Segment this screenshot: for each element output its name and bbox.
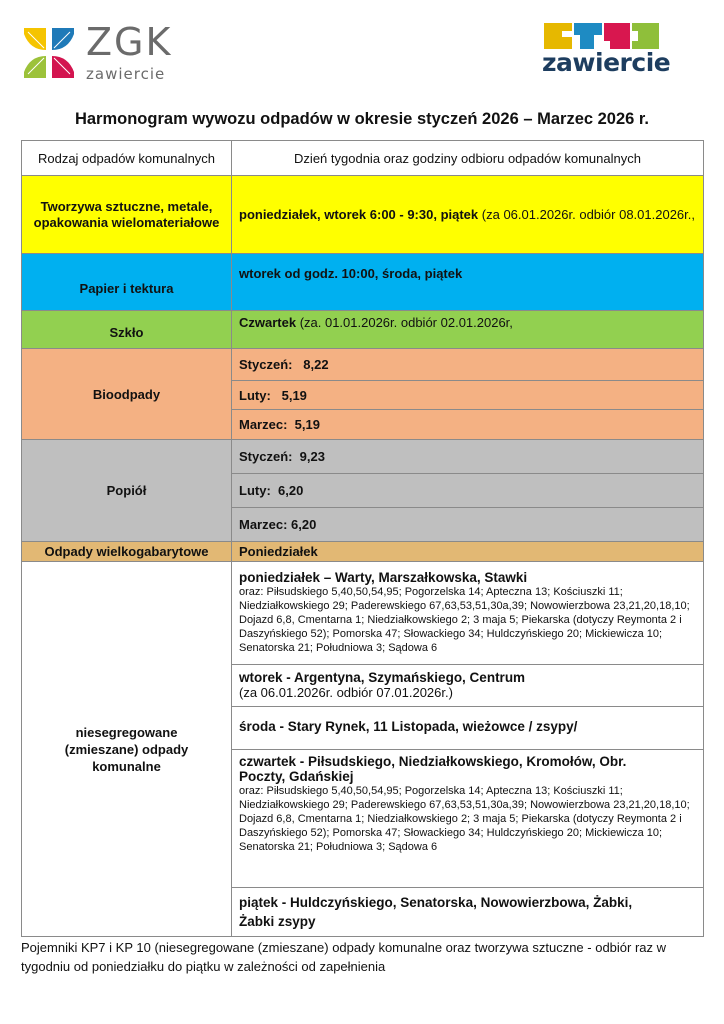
label-ash: Popiół: [22, 440, 232, 542]
label-bio: Bioodpady: [22, 349, 232, 440]
mixed-tuesday-head: wtorek - Argentyna, Szymańskiego, Centrum: [239, 670, 526, 685]
page-title: Harmonogram wywozu odpadów w okresie styczeń 2026 – Marzec 2026 r.: [74, 110, 650, 128]
bio-month-feb: Luty: 5,19: [232, 381, 704, 410]
mixed-tuesday: [232, 665, 704, 707]
bio-month-mar: Marzec: 5,19: [232, 410, 704, 440]
mixed-wednesday: [232, 707, 704, 750]
schedule-paper-days: wtorek od godz. 10:00, środa, piątek: [239, 266, 463, 281]
mixed-thursday: [232, 750, 704, 888]
schedule-table: [21, 140, 704, 937]
mixed-monday-detail: oraz: Piłsudskiego 5,40,50,54,95; Pogorzelska 14; Apteczna 13; Kościuszki 11; Niedziałkowskiego 29; Paderewskiego 67,63,53,51,30a,39; Nowowierzbowa 23,21,20,18,10; Dojazd 6,8, Cmentarna 1; Niedziałkowskiego 2; 3 maja 5; Piekarska (dotyczy Reymonta 2 i Daszyńskiego 52); Pomorska 47; Słowackiego 34; Huldczyńskiego 20; Mickiewicza 10; Senatorska 21; Południowa 3; Sądowa 6: [239, 586, 690, 654]
schedule-glass-note: (za. 01.01.2026r. odbiór 02.01.2026r,: [296, 315, 513, 330]
zawiercie-logo-text: zawiercie: [542, 48, 671, 77]
schedule-paper: [232, 254, 704, 311]
label-glass: Szkło: [22, 311, 232, 349]
schedule-plastics: [232, 176, 704, 254]
zawiercie-blocks-icon: [544, 23, 659, 49]
schedule-bulky: Poniedziałek: [232, 542, 704, 562]
label-bulky: Odpady wielkogabarytowe: [22, 542, 232, 562]
zgk-logo-subtitle: zawiercie: [86, 65, 166, 83]
mixed-tuesday-detail: (za 06.01.2026r. odbiór 07.01.2026r.): [239, 685, 453, 700]
zgk-logo-text: ZGK: [86, 20, 173, 64]
schedule-glass: [232, 311, 704, 349]
row-glass: [22, 311, 704, 349]
row-mixed-mon: [22, 562, 704, 665]
mixed-friday-head: piątek - Huldczyńskiego, Senatorska, Nowowierzbowa, Żabki, Żabki zsypy: [239, 895, 633, 929]
table-header-row: [22, 141, 704, 176]
label-paper: Papier i tektura: [22, 254, 232, 311]
bio-month-jan: Styczeń: 8,22: [232, 349, 704, 381]
mixed-friday: [232, 888, 704, 937]
footer-note: Pojemniki KP7 i KP 10 (niesegregowane (zmieszane) odpady komunalne oraz tworzywa sztuczne - odbiór raz w tygodniu od poniedziałku do piątku w zależności od zapełnienia: [21, 940, 667, 974]
zgk-logo: [22, 20, 173, 83]
mixed-monday-head: poniedziałek – Warty, Marszałkowska, Stawki: [239, 570, 528, 585]
schedule-plastics-note: (za 06.01.2026r. odbiór 08.01.2026r.,: [478, 207, 695, 222]
ash-month-feb: Luty: 6,20: [232, 474, 704, 508]
ash-month-mar: Marzec: 6,20: [232, 508, 704, 542]
header-waste-type: Rodzaj odpadów komunalnych: [22, 141, 232, 176]
label-plastics: Tworzywa sztuczne, metale, opakowania wielomateriałowe: [22, 176, 232, 254]
header-schedule: Dzień tygodnia oraz godziny odbioru odpadów komunalnych: [232, 141, 704, 176]
mixed-thursday-head: czwartek - Piłsudskiego, Niedziałkowskiego, Kromołów, Obr. Poczty, Gdańskiej: [239, 754, 627, 784]
leaf-logo-icon: [22, 26, 76, 80]
schedule-plastics-days: poniedziałek, wtorek 6:00 - 9:30, piątek: [239, 207, 479, 222]
zawiercie-logo: [542, 20, 671, 80]
mixed-wednesday-head: środa - Stary Rynek, 11 Listopada, wieżowce / zsypy/: [239, 719, 578, 734]
ash-month-jan: Styczeń: 9,23: [232, 440, 704, 474]
mixed-thursday-detail: oraz: Piłsudskiego 5,40,50,54,95; Pogorzelska 14; Apteczna 13; Kościuszki 11; Niedziałkowskiego 29; Paderewskiego 67,63,53,51,30a,39; Nowowierzbowa 23,21,20,18,10; Dojazd 6,8, Cmentarna 1; Niedziałkowskiego 2; 3 maja 5; Piekarska (dotyczy Reymonta 2 i Daszyńskiego 52); Pomorska 47; Słowackiego 34; Huldczyńskiego 20; Mickiewicza 10; Senatorska 21; Południowa 3; Sądowa 6: [239, 785, 690, 853]
row-bulky: [22, 542, 704, 562]
row-ash-jan: [22, 440, 704, 474]
mixed-monday: [232, 562, 704, 665]
schedule-glass-day: Czwartek: [239, 315, 297, 330]
row-plastics: [22, 176, 704, 254]
label-mixed: niesegregowane (zmieszane) odpady komunalne: [22, 562, 232, 937]
row-paper: [22, 254, 704, 311]
row-bio-jan: [22, 349, 704, 381]
